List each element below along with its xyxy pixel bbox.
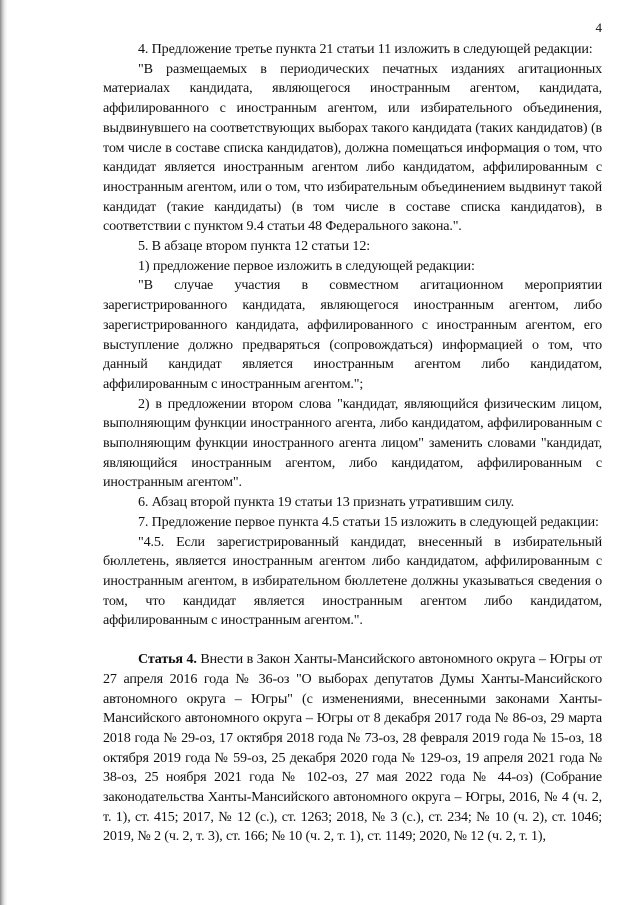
subparagraph-1: 1) предложение первое изложить в следующей редакции: xyxy=(138,257,475,274)
quoted-amendment-text: "В размещаемых в периодических печатных изданиях агитационных материалах кандидата, являющегося иностранным агентом, кандидата, аффилированного с иностранным агентом, или избирательного объединения, выдвинувшего на соответствующих выборах такого кандидата (таких кандидатов) (в том числе в составе списка кандидатов), должна помещаться информация о том, что кандидат является иностранным агентом либо кандидатом, аффилированным с иностранным агентом, или о том, что избирательным объединением выдвинут такой кандидат (такие кандидаты) (в том числе в составе списка кандидатов), в соответствии с пунктом 9.4 статьи 48 Федерального закона.". xyxy=(103,60,602,235)
paragraph-item-5: 5. В абзаце втором пункта 12 статьи 12: xyxy=(138,238,370,255)
scan-edge-shadow xyxy=(0,0,7,905)
article-title: Статья 4. xyxy=(138,651,197,668)
article-4-paragraph xyxy=(103,650,602,847)
paragraph-item-6: 6. Абзац второй пункта 19 статьи 13 признать утратившим силу. xyxy=(138,494,514,511)
article-text: Внести в Закон Ханты-Мансийского автономного округа – Югры от 27 апреля 2016 года № 36-оз "О выборах депутатов Думы Ханты-Мансийского автономного округа – Югры" (с изменениями, внесенными законами Ханты-Мансийского автономного округа – Югры от 8 декабря 2017 года № 86-оз, 29 марта 2018 года № 29-оз, 17 октября 2018 года № 73-оз, 28 февраля 2019 года № 15-оз, 18 октября 2019 года № 59-оз, 25 декабря 2020 года № 129-оз, 19 апреля 2021 года № 38-оз, 25 ноября 2021 года № 102-оз, 27 мая 2022 года № 44-оз) (Собрание законодательства Ханты-Мансийского автономного округа – Югры, 2016, № 4 (ч. 2, т. 1), ст. 415; 2017, № 12 (с.), ст. 1263; 2018, № 3 (с.), ст. 234; № 10 (ч. 2), ст. 1046; 2019, № 2 (ч. 2, т. 3), ст. 166; № 10 (ч. 2, т. 1), ст. 1149; 2020, № 12 (ч. 2, т. 1), xyxy=(103,651,603,845)
page-number: 4 xyxy=(595,20,602,35)
document-body xyxy=(103,40,602,847)
paragraph-item-7: 7. Предложение первое пункта 4.5 статьи 15 изложить в следующей редакции: xyxy=(138,513,599,530)
quoted-amendment-text: "4.5. Если зарегистрированный кандидат, внесенный в избирательный бюллетень, является иностранным агентом либо кандидатом, аффилированным с иностранным агентом, в избирательном бюллетене должны указываться сведения о том, что кандидат является иностранным агентом либо кандидатом, аффилированным с иностранным агентом.". xyxy=(103,533,602,629)
subparagraph-2: 2) в предложении втором слова "кандидат, являющийся физическим лицом, выполняющим функции иностранного агента, либо кандидатом, аффилированным с выполняющим функции иностранного агента лицом" заменить словами "кандидат, являющийся иностранным агентом, либо кандидатом, аффилированным с иностранным агентом". xyxy=(103,395,602,491)
paragraph-item-4: 4. Предложение третье пункта 21 статьи 11 изложить в следующей редакции: xyxy=(138,41,593,57)
quoted-amendment-text: "В случае участия в совместном агитационном мероприятии зарегистрированного кандидата, являющегося иностранным агентом, либо зарегистрированного кандидата, аффилированного с иностранным агентом, его выступление должно предваряться (сопровождаться) информацией о том, что данный кандидат является иностранным агентом либо кандидатом, аффилированным с иностранным агентом."; xyxy=(103,277,602,392)
section-gap xyxy=(103,631,602,650)
